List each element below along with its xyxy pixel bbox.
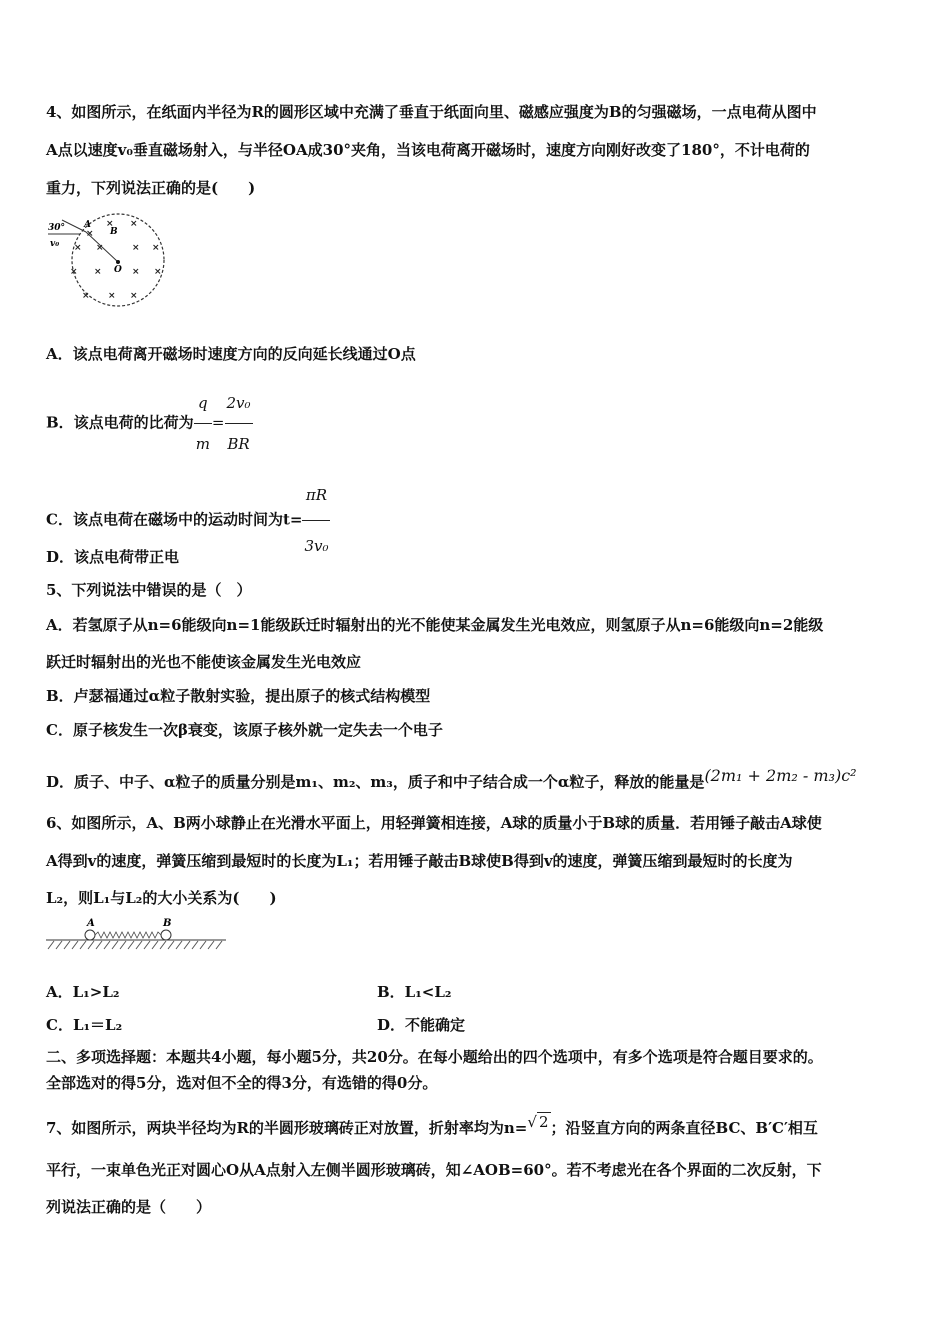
q6-stem-line3: L₂，则L₁与L₂的大小关系为( ) xyxy=(46,889,277,907)
q4-magnetic-field-figure xyxy=(44,210,174,310)
figure-center-o-label: O xyxy=(114,265,122,275)
q4-option-b-lhs xyxy=(194,383,212,464)
q7-sqrt-value: 2 xyxy=(538,1113,549,1131)
svg-text:×: × xyxy=(74,243,82,253)
svg-text:×: × xyxy=(152,243,160,253)
figure-point-a-label: A xyxy=(84,220,91,230)
q4-option-c-den: 3v₀ xyxy=(304,537,329,555)
q4-option-b-rhs-den: BR xyxy=(227,435,250,453)
svg-text:×: × xyxy=(130,219,138,229)
q7-stem-line3: 列说法正确的是（ ） xyxy=(46,1198,212,1216)
q6-option-b: B．L₁<L₂ xyxy=(377,983,452,1001)
figure-field-b-label: B xyxy=(110,227,118,237)
figure-angle-label: 30° xyxy=(48,223,66,233)
q4-stem-line3: 重力，下列说法正确的是( ) xyxy=(46,179,256,197)
q4-option-b-lhs-num: q xyxy=(194,383,212,424)
q4-option-b xyxy=(46,383,253,464)
q4-option-b-rhs-num: 2v₀ xyxy=(225,383,253,424)
q7-sqrt: √ 2 xyxy=(527,1113,549,1131)
q6-option-d: D．不能确定 xyxy=(377,1016,466,1034)
q5-option-a-line1: A．若氢原子从n=6能级向n=1能级跃迁时辐射出的光不能使某金属发生光电效应，则氢原子从n=6能级向n=2能级 xyxy=(46,616,824,634)
q4-option-b-equals: = xyxy=(211,413,225,432)
q4-stem-line2: A点以速度v₀垂直磁场射入，与半径OA成30°夹角，当该电荷离开磁场时，速度方向刚好改变了180°，不计电荷的 xyxy=(46,141,810,159)
svg-text:×: × xyxy=(96,243,104,253)
svg-text:×: × xyxy=(154,267,162,277)
q4-option-c-num: πR xyxy=(302,470,330,521)
q6-stem-line1: 6、如图所示，A、B两小球静止在光滑水平面上，用轻弹簧相连接，A球的质量小于B球的质量．若用锤子敲击A球使 xyxy=(46,814,822,832)
svg-text:×: × xyxy=(70,267,78,277)
q6-stem-line2: A得到v的速度，弹簧压缩到最短时的长度为L₁；若用锤子敲击B球使B得到v的速度，弹簧压缩到最短时的长度为 xyxy=(46,852,793,870)
q4-option-c-text: C．该点电荷在磁场中的运动时间为t= xyxy=(46,510,303,529)
q4-option-b-text: B．该点电荷的比荷为 xyxy=(46,413,194,432)
svg-text:×: × xyxy=(130,291,138,301)
q4-option-b-lhs-den: m xyxy=(195,435,210,453)
figure-ball-a-label: A xyxy=(87,918,95,929)
q4-option-b-rhs xyxy=(225,383,253,464)
q5-option-a-line2: 跃迁时辐射出的光也不能使该金属发生光电效应 xyxy=(46,653,362,671)
q5-option-d-formula: (2m₁ + 2m₂ - m₃)c² xyxy=(704,766,857,785)
svg-text:×: × xyxy=(108,291,116,301)
svg-text:×: × xyxy=(86,229,94,239)
q4-option-c-fraction xyxy=(302,470,330,571)
q5-option-d-text: D．质子、中子、α粒子的质量分别是m₁、m₂、m₃，质子和中子结合成一个α粒子，释放的能量是 xyxy=(46,773,705,791)
svg-text:×: × xyxy=(132,267,140,277)
svg-text:×: × xyxy=(82,291,90,301)
q7-stem-line2: 平行，一束单色光正对圆心O从A点射入左侧半圆形玻璃砖，知∠AOB=60°。若不考虑光在各个界面的二次反射，下 xyxy=(46,1161,822,1179)
q4-option-a: A．该点电荷离开磁场时速度方向的反向延长线通过O点 xyxy=(46,345,416,363)
q7-stem-line1-part-b: ；沿竖直方向的两条直径BC、B′C′相互 xyxy=(550,1119,818,1137)
section2-heading-line1: 二、多项选择题：本题共4小题，每小题5分，共20分。在每小题给出的四个选项中，有多个选项是符合题目要求的。 xyxy=(46,1048,823,1066)
q5-stem: 5、下列说法中错误的是（ ） xyxy=(46,581,252,599)
q4-stem-line1: 4、如图所示，在纸面内半径为R的圆形区域中充满了垂直于纸面向里、磁感应强度为B的匀强磁场，一点电荷从图中 xyxy=(46,103,817,121)
q7-stem-line1-part-a: 7、如图所示，两块半径均为R的半圆形玻璃砖正对放置，折射率均为n= xyxy=(46,1119,528,1137)
q6-spring-figure xyxy=(44,916,229,952)
figure-velocity-label: v₀ xyxy=(50,239,60,249)
q6-option-c: C．L₁＝L₂ xyxy=(46,1016,123,1034)
svg-text:×: × xyxy=(94,267,102,277)
q4-option-d: D．该点电荷带正电 xyxy=(46,548,180,566)
q6-option-a: A．L₁>L₂ xyxy=(46,983,120,1001)
q5-option-d xyxy=(46,766,857,792)
svg-text:×: × xyxy=(106,219,114,229)
figure-ball-b-label: B xyxy=(163,918,172,929)
svg-text:×: × xyxy=(132,243,140,253)
q5-option-c: C．原子核发生一次β衰变，该原子核外就一定失去一个电子 xyxy=(46,721,443,739)
q7-stem-line1 xyxy=(46,1108,818,1142)
section2-heading-line2: 全部选对的得5分，选对但不全的得3分，有选错的得0分。 xyxy=(46,1074,438,1092)
q5-option-b: B．卢瑟福通过α粒子散射实验，提出原子的核式结构模型 xyxy=(46,687,431,705)
